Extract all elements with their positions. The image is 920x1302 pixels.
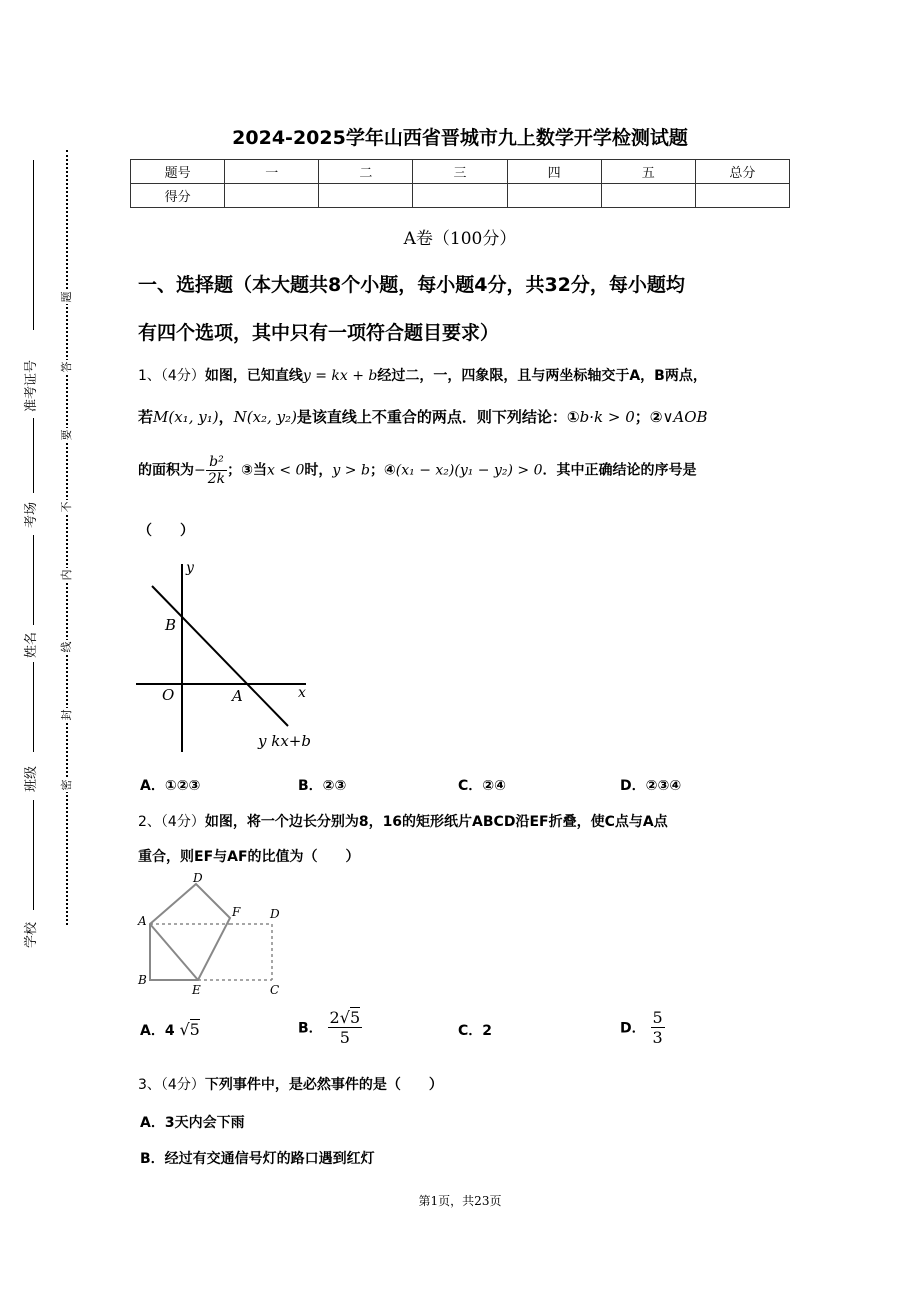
page-title: 2024-2025学年山西省晋城市九上数学开学检测试题 xyxy=(232,127,688,149)
score-blank-cell xyxy=(413,184,507,208)
q1-line1 xyxy=(138,365,707,385)
school-label: 学校 xyxy=(24,921,39,948)
fraction-numerator xyxy=(328,1008,363,1028)
seal-char: 线 xyxy=(60,641,73,653)
point-b-label: B xyxy=(165,616,177,634)
q1-option-a[interactable]: A．①②③ xyxy=(140,778,201,794)
fig-label-d: D xyxy=(270,907,280,921)
fraction-denominator: 3 xyxy=(652,1028,663,1047)
fraction-denominator: 2k xyxy=(207,471,226,487)
sqrt-sign: √ xyxy=(179,1020,190,1039)
q3-option-a[interactable]: A．3天内会下雨 xyxy=(140,1115,245,1131)
folded-shape xyxy=(150,884,230,980)
exam-room-label: 考场 xyxy=(24,501,39,528)
q1-math: (x₁ − x₂)(y₁ − y₂) > 0 xyxy=(395,462,543,479)
q1-math: M(x₁, y₁) xyxy=(153,408,219,426)
score-blank-cell xyxy=(319,184,413,208)
origin-label: O xyxy=(162,686,175,704)
exam-number-label: 准考证号 xyxy=(24,359,39,412)
exam-room-line xyxy=(33,418,34,493)
q1-answer-paren: （ ） xyxy=(138,523,194,539)
x-axis-label: x xyxy=(298,685,306,701)
q2-text: 如图，将一个边长分别为8，16的矩形纸片ABCD沿EF折叠，使C点与A点 xyxy=(204,814,668,830)
score-blank-cell xyxy=(225,184,319,208)
fig-label-d-top: D xyxy=(193,871,203,885)
numerator-coefficient: 2 xyxy=(329,1008,340,1027)
q2-number: 2、（4分） xyxy=(138,814,205,830)
score-table-cell: 一 xyxy=(225,160,319,184)
q1-figure xyxy=(136,560,336,755)
score-blank-cell xyxy=(507,184,601,208)
score-blank-cell xyxy=(695,184,789,208)
q1-option-c[interactable]: C．②④ xyxy=(458,778,506,794)
q2-option-b[interactable] xyxy=(298,1008,362,1047)
score-table-cell: 总分 xyxy=(695,160,789,184)
seal-char: 答 xyxy=(60,361,73,373)
q2-option-a[interactable] xyxy=(140,1020,200,1040)
q3-number: 3、（4分） xyxy=(138,1077,205,1093)
option-a-radicand: 5 xyxy=(189,1020,200,1039)
segment-ae xyxy=(150,924,198,980)
q1-math: ∨AOB xyxy=(662,408,708,426)
line-equation-label: y kx+b xyxy=(258,732,311,750)
q2-option-c[interactable]: C．2 xyxy=(458,1023,493,1039)
score-table-score-row xyxy=(131,184,790,208)
q1-text: ， xyxy=(218,408,234,426)
option-a-label: A．4 xyxy=(140,1023,175,1039)
class-label: 班级 xyxy=(24,765,39,792)
seal-char: 不 xyxy=(60,501,73,513)
point-a-label: A xyxy=(232,687,243,705)
score-blank-cell xyxy=(601,184,695,208)
option-b-label: B． xyxy=(298,1020,323,1037)
q1-math: N(x₂, y₂) xyxy=(233,408,297,426)
line-y-kx-b xyxy=(152,586,288,726)
q2-line2: 重合，则EF与AF的比值为（ ） xyxy=(138,849,360,865)
school-line xyxy=(33,800,34,910)
q2-option-d[interactable] xyxy=(620,1008,665,1047)
q1-text: 若 xyxy=(138,408,154,426)
q1-math: x < 0 xyxy=(266,462,305,479)
q1-number: 1、（4分） xyxy=(138,368,205,384)
binding-margin xyxy=(0,0,100,1302)
name-label: 姓名 xyxy=(24,631,39,658)
q1-text: 经过二，一，四象限，且与两坐标轴交于A，B两点， xyxy=(377,368,707,384)
option-d-label: D． xyxy=(620,1020,646,1037)
score-table-cell: 二 xyxy=(319,160,413,184)
seal-char: 封 xyxy=(60,709,73,721)
q1-option-b[interactable]: B．②③ xyxy=(298,778,347,794)
q1-math: y > b xyxy=(332,462,370,479)
seal-char: 内 xyxy=(60,569,73,581)
fig-label-f: F xyxy=(232,905,241,919)
score-row-label: 得分 xyxy=(131,184,225,208)
option-b-fraction xyxy=(328,1008,363,1047)
paper-part-heading: A卷（100分） xyxy=(403,229,517,249)
q1-text: 的面积为 xyxy=(138,462,194,479)
q1-text: ；④ xyxy=(369,462,396,479)
section-heading-line1: 一、选择题（本大题共8个小题，每小题4分，共32分，每小题均 xyxy=(138,274,685,296)
page-footer: 第1页，共23页 xyxy=(418,1194,502,1208)
q1-text: 是该直线上不重合的两点．则下列结论：① xyxy=(296,408,580,426)
fraction-denominator: 5 xyxy=(339,1028,350,1047)
class-line xyxy=(33,662,34,752)
fig-label-c: C xyxy=(270,983,280,996)
q1-math: − xyxy=(194,462,206,479)
q1-text: ．其中正确结论的序号是 xyxy=(542,462,697,479)
q3-text: 下列事件中，是必然事件的是（ ） xyxy=(204,1077,443,1093)
seal-char: 题 xyxy=(60,291,73,303)
fig-label-a: A xyxy=(138,914,147,928)
score-table-header-row xyxy=(131,160,790,184)
q1-text: 如图，已知直线 xyxy=(204,368,303,384)
seal-char: 要 xyxy=(60,429,73,441)
q2-figure xyxy=(136,868,286,996)
sqrt-sign: √ xyxy=(339,1008,350,1027)
q1-math: y = kx + b xyxy=(302,368,378,384)
fig-label-e: E xyxy=(192,983,201,996)
q3-line1 xyxy=(138,1074,443,1094)
option-d-fraction xyxy=(651,1008,665,1047)
seal-char: 密 xyxy=(60,779,73,791)
fraction-numerator: b² xyxy=(206,454,227,471)
score-table-cell: 四 xyxy=(507,160,601,184)
q2-line1 xyxy=(138,811,668,831)
score-table-cell: 五 xyxy=(601,160,695,184)
score-table-cell: 题号 xyxy=(131,160,225,184)
section-heading-line2: 有四个选项，其中只有一项符合题目要求） xyxy=(138,322,500,344)
q1-text: ；③当 xyxy=(227,462,267,479)
q1-fraction xyxy=(206,454,227,487)
q1-text: 时， xyxy=(304,462,333,479)
q1-text: ；② xyxy=(634,408,663,426)
fraction-numerator: 5 xyxy=(652,1008,663,1027)
name-line xyxy=(33,535,34,625)
q1-option-d[interactable]: D．②③④ xyxy=(620,778,682,794)
y-axis-label: y xyxy=(186,560,194,576)
score-table xyxy=(130,159,790,208)
q1-line2 xyxy=(138,406,708,427)
q1-math: b·k > 0 xyxy=(579,408,635,426)
q3-option-b[interactable]: B．经过有交通信号灯的路口遇到红灯 xyxy=(140,1151,375,1167)
q1-line3 xyxy=(138,454,697,487)
seal-dotted-line xyxy=(66,150,68,925)
score-table-cell: 三 xyxy=(413,160,507,184)
fig-label-b: B xyxy=(138,973,147,987)
numerator-radicand: 5 xyxy=(349,1008,361,1027)
